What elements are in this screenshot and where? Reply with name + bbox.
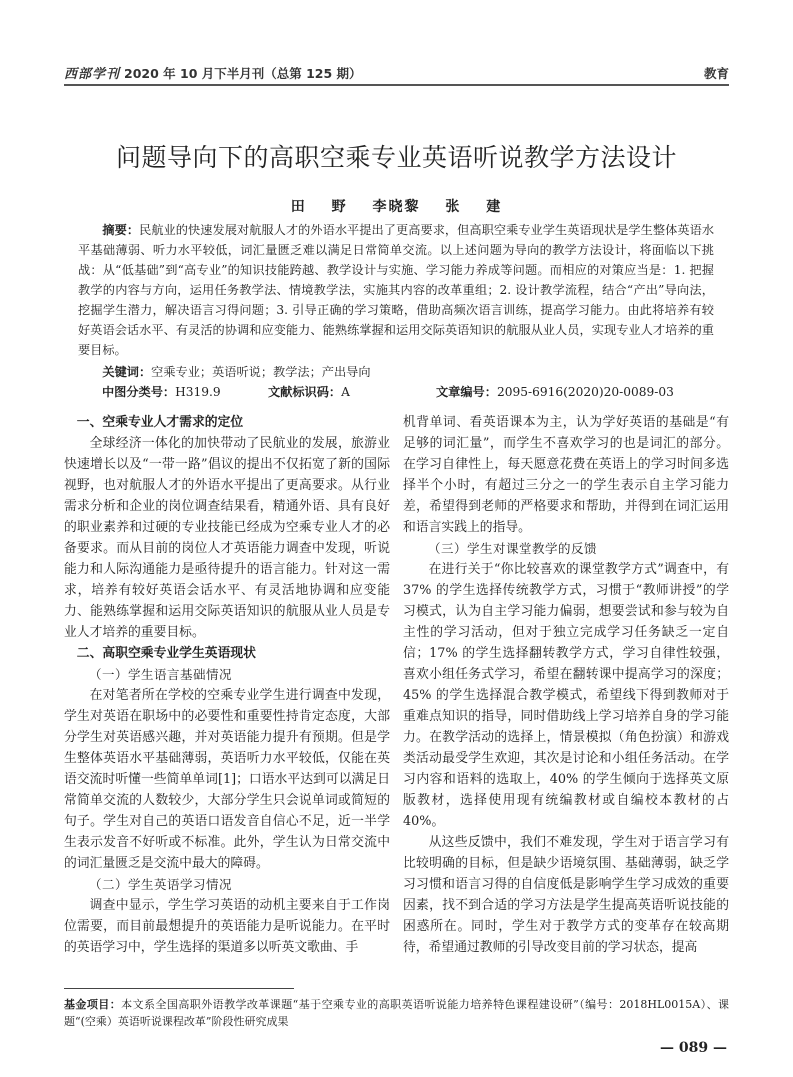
journal-info bbox=[64, 63, 362, 82]
keywords-text: 空乘专业；英语听说；教学法；产出导向 bbox=[151, 365, 371, 379]
left-column bbox=[64, 412, 390, 958]
paragraph: 全球经济一体化的加快带动了民航业的发展，旅游业快速增长以及“一带一路”倡议的提出不仅拓宽了新的国际视野，也对航服人才的外语水平提出了更高要求。从行业需求分析和企业的岗位调查结果看，精通外语、具有良好的职业素养和过硬的专业技能已经成为空乘专业人才的必备要求。而从目前的岗位人才英语能力调查中发现，听说能力和人际沟通能力是亟待提升的语言能力。针对这一需求，培养有较好英语会话水平、有灵活地协调和应变能力、能熟练掌握和运用交际英语知识的航服从业人员是专业人才培养的重要目标。 bbox=[64, 436, 390, 640]
page-number: — 089 — bbox=[660, 1040, 727, 1056]
funding-label: 基金项目： bbox=[64, 998, 122, 1011]
doc-value: A bbox=[341, 385, 350, 399]
article-number bbox=[436, 382, 674, 402]
keywords bbox=[78, 362, 714, 382]
running-header bbox=[64, 60, 729, 82]
classification-line bbox=[102, 382, 722, 402]
paragraph: 在对笔者所在学校的空乘专业学生进行调查中发现，学生对英语在职场中的必要性和重要性持肯定态度，大部分学生对英语感兴趣，并对英语能力提升有预期。但是学生整体英语水平基础薄弱，英语听力水平较低，仅能在英语交流时听懂一些简单单词[1]；口语水平达到可以满足日常简单交流的人数较少，大部分学生只会说单词或简短的句子。学生对自己的英语口语发音自信心不足，近一半学生表示发音不好听或不标准。此外，学生认为日常交流中的词汇量匮乏是交流中最大的障碍。 bbox=[64, 688, 390, 871]
clc-number bbox=[102, 382, 268, 402]
clc-label: 中图分类号： bbox=[102, 385, 176, 399]
paragraph: 在进行关于“你比较喜欢的课堂教学方式”调查中，有 37% 的学生选择传统教学方式，习惯于“教师讲授”的学习模式，认为自主学习能力偏弱，想要尝试和参与较为自主性的学习活动，但对于独立完成学习任务缺乏一定自信；17% 的学生选择翻转教学方式，学习自律性较强，喜欢小组任务式学习，希望在翻转课中提高学习的深度；45% 的学生选择混合教学模式，希望线下得到教师对于重难点知识的指导，同时借助线上学习培养自身的学习能力。在教学活动的选择上，情景模拟（角色扮演）和游戏类活动最受学生欢迎，其次是讨论和小组任务活动。在学习内容和语料的选取上，40% 的学生倾向于选择英文原版教材，选择使用现有统编教材或自编校本教材的占 40%。 bbox=[403, 562, 729, 829]
clc-value: H319.9 bbox=[175, 385, 221, 399]
subsection-heading: （一）学生语言基础情况 bbox=[89, 667, 233, 682]
abstract bbox=[78, 220, 714, 360]
abstract-text: 民航业的快速发展对航服人才的外语水平提出了更高要求，但高职空乘专业学生英语现状是学生整体英语水平基础薄弱、听力水平较低，词汇量匮乏难以满足日常简单交流。以上述问题为导向的教学方法设计，将面临以下挑战：从“低基础”到“高专业”的知识技能跨越、教学设计与实施、学习能力养成等问题。而相应的对策应当是：1. 把握教学的内容与方向，运用任务教学法、情境教学法，实施其内容的改革重组；2. 设计教学流程，结合“产出”导向法，挖掘学生潜力，解决语言习得问题；3. 引导正确的学习策略，借助高频次语言训练，提高学习能力。由此将培养有较好英语会话水平、有灵活的协调和应变能力、能熟练掌握和运用交际英语知识的航服从业人员，实现专业人才培养的重要目标。 bbox=[78, 223, 715, 357]
subsection-heading: （三）学生对课堂教学的反馈 bbox=[428, 541, 598, 556]
footnote-rule bbox=[64, 988, 294, 989]
document-code bbox=[268, 382, 436, 402]
paragraph: 调查中显示，学生学习英语的动机主要来自于工作岗位需要，而目前最想提升的英语能力是听说能力。在平时的英语学习中，学生选择的渠道多以听英文歌曲、手 bbox=[64, 898, 390, 955]
right-column bbox=[403, 412, 729, 958]
paragraph: 机背单词、看英语课本为主，认为学好英语的基础是“有足够的词汇量”，而学生不喜欢学习的也是词汇的部分。在学习自律性上，每天愿意花费在英语上的学习时间多选择半个小时，有超过三分之一的学生表示自主学习能力差，希望得到老师的严格要求和帮助，并得到在词汇运用和语言实践上的指导。 bbox=[403, 415, 729, 535]
section-heading: 二、高职空乘专业学生英语现状 bbox=[76, 646, 256, 661]
header-rule bbox=[64, 84, 729, 86]
abstract-label: 摘要： bbox=[102, 223, 140, 237]
paragraph: 从这些反馈中，我们不难发现，学生对于语言学习有比较明确的目标，但是缺少语境氛围、基础薄弱，缺乏学习习惯和语言习得的自信度低是影响学生学习成效的重要因素，找不到合适的学习方法是学生提高英语听说技能的困惑所在。同时，学生对于教学方式的变革存在较高期待，希望通过教师的引导改变目前的学习状态，提高 bbox=[403, 835, 729, 955]
funding-footnote bbox=[64, 996, 729, 1030]
keywords-label: 关键词： bbox=[102, 365, 152, 379]
funding-text: 本文系全国高职外语教学改革课题“基于空乘专业的高职英语听说能力培养特色课程建设研”（编号：2018HL0015A）、课题“(空乘）英语听说课程改革”阶段性研究成果 bbox=[64, 998, 730, 1028]
article-value: 2095-6916(2020)20-0089-03 bbox=[496, 385, 674, 399]
authors: 田 野 李晓黎 张 建 bbox=[290, 199, 503, 215]
article-label: 文章编号： bbox=[436, 385, 497, 399]
doc-label: 文献标识码： bbox=[268, 385, 342, 399]
journal-logo: 西部学刊 bbox=[64, 67, 121, 82]
subsection-heading: （二）学生英语学习情况 bbox=[89, 877, 233, 892]
section-heading: 一、空乘专业人才需求的定位 bbox=[76, 415, 244, 430]
section-label: 教育 bbox=[703, 66, 729, 81]
paper-title: 问题导向下的高职空乘专业英语听说教学方法设计 bbox=[115, 143, 677, 172]
issue-info: 2020 年 10 月下半月刊（总第 125 期） bbox=[124, 66, 362, 81]
